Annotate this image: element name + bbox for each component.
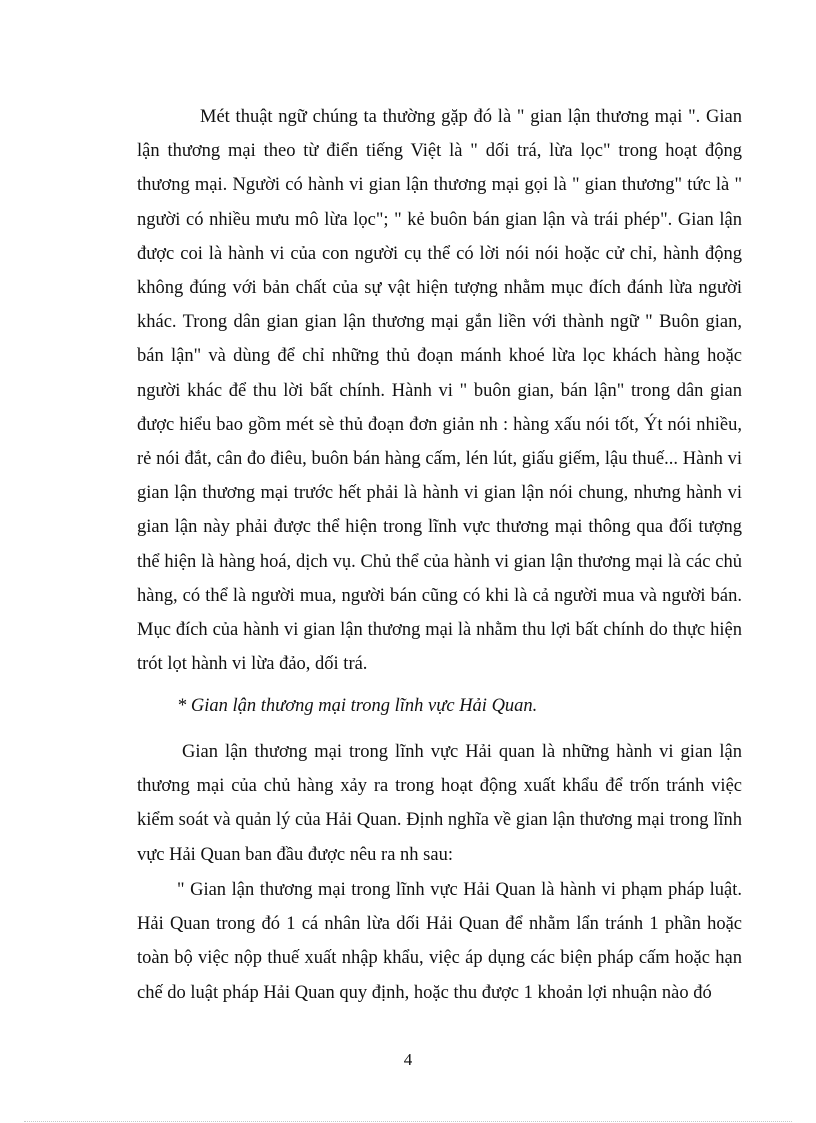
section-heading: * Gian lận thương mại trong lĩnh vực Hải Quan.: [177, 696, 538, 716]
paragraph-customs: Gian lận thương mại trong lĩnh vực Hải quan là những hành vi gian lận thương mại của chủ hàng xảy ra trong hoạt động xuất khẩu để trốn tránh việc kiểm soát và quản lý của Hải Quan. Định nghĩa về gian lận thương mại trong lĩnh vực Hải Quan ban đầu được nêu ra nh sau:: [137, 742, 742, 865]
footer-divider: [24, 1121, 792, 1122]
page-number: 4: [403, 1050, 413, 1069]
paragraph-quote: " Gian lận thương mại trong lĩnh vực Hải Quan là hành vi phạm pháp luật. Hải Quan trong đó 1 cá nhân lừa dối Hải Quan để nhằm lẩn tránh 1 phần hoặc toàn bộ việc nộp thuế xuất nhập khẩu, việc áp dụng các biện pháp cấm hoặc hạn chế do luật pháp Hải Quan quy định, hoặc thu được 1 khoản lợi nhuận nào đó: [137, 880, 742, 1003]
paragraph-definition: Mét thuật ngữ chúng ta thường gặp đó là " gian lận thương mại ". Gian lận thương mại theo từ điển tiếng Việt là " dối trá, lừa lọc" trong hoạt động thương mại. Người có hành vi gian lận thương mại gọi là " gian thương" tức là " người có nhiều mưu mô lừa lọc"; " kẻ buôn bán gian lận và trái phép". Gian lận được coi là hành vi của con người cụ thể có lời nói nói hoặc cử chỉ, hành động không đúng với bản chất của sự vật hiện tượng nhằm mục đích đánh lừa người khác. Trong dân gian gian lận thương mại gắn liền với thành ngữ " Buôn gian, bán lận" và dùng để chỉ những thủ đoạn mánh khoé lừa lọc khách hàng hoặc người khác để thu lời bất chính. Hành vi " buôn gian, bán lận" trong dân gian được hiểu bao gồm mét sè thủ đoạn đơn giản nh : hàng xấu nói tốt, Ýt nói nhiều, rẻ nói đắt, cân đo điêu, buôn bán hàng cấm, lén lút, giấu giếm, lậu thuế... Hành vi gian lận thương mại trước hết phải là hành vi gian lận nói chung, nhưng hành vi gian lận này phải được thể hiện trong lĩnh vực thương mại thông qua đối tượng thể hiện là hàng hoá, dịch vụ. Chủ thể của hành vi gian lận thương mại là các chủ hàng, có thể là người mua, người bán cũng có khi là cả người mua và người bán. Mục đích của hành vi gian lận thương mại là nhằm thu lợi bất chính do thực hiện trót lọt hành vi lừa đảo, dối trá.: [137, 107, 742, 675]
